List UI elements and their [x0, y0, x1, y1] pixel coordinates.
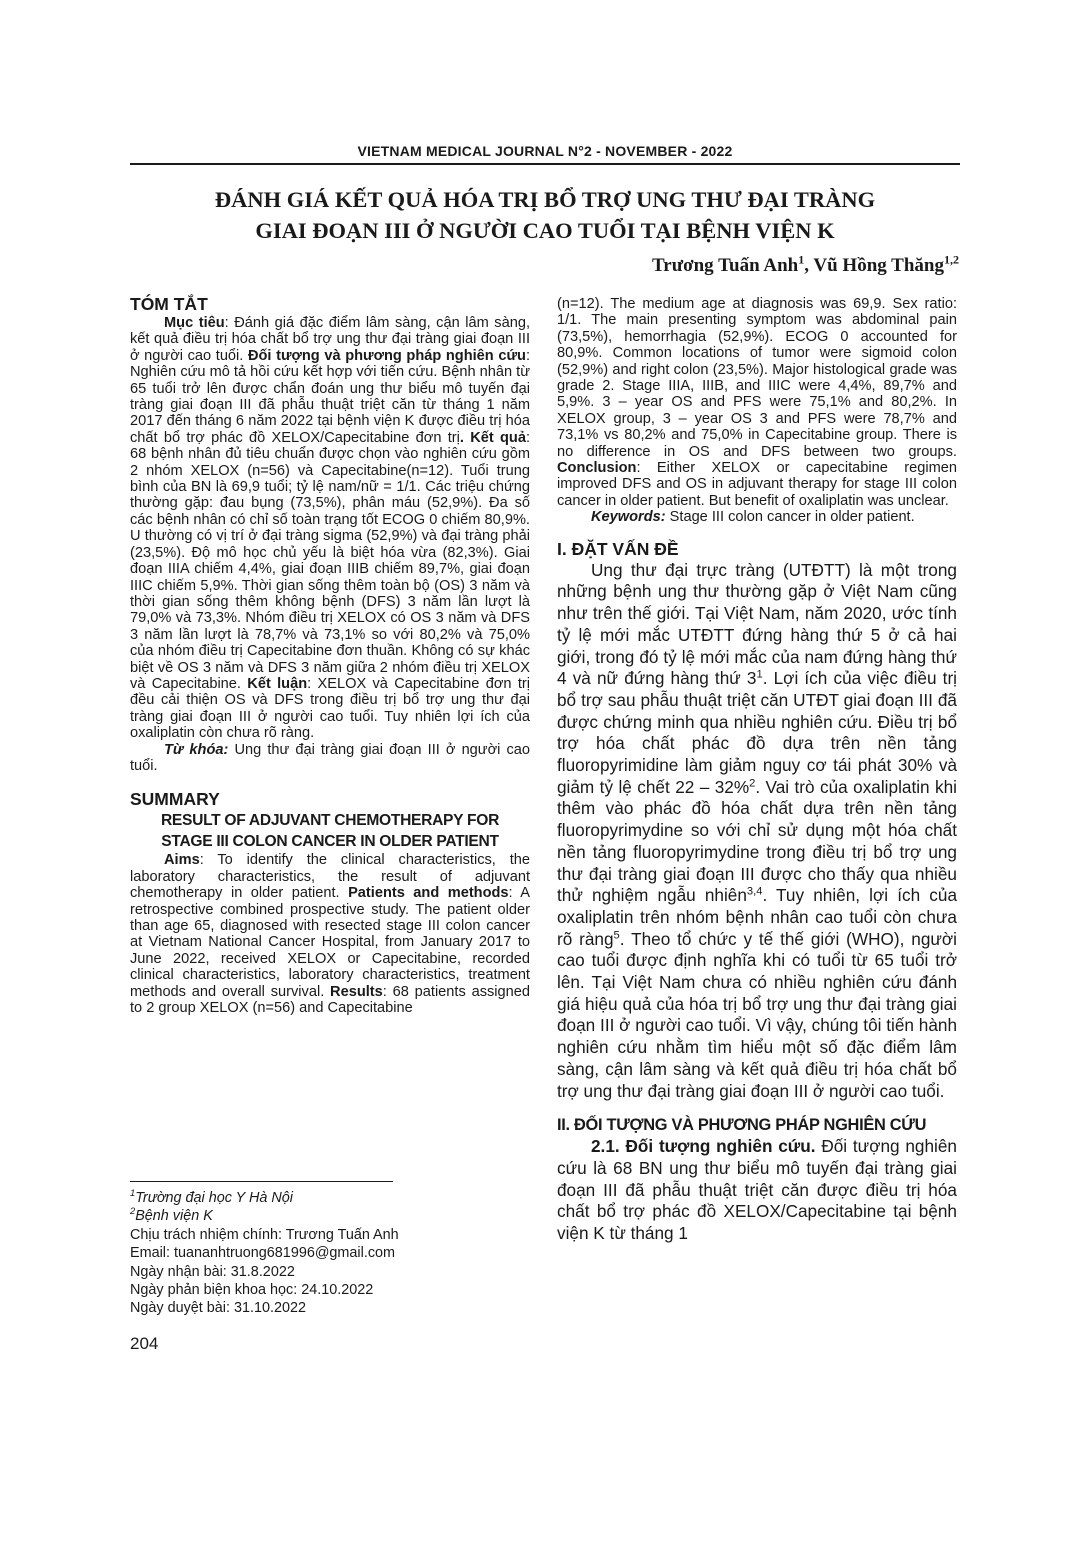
section-1-text-d: . Tuy nhiên, lợi ích của oxaliplatin trên nhóm bệnh nhân cao tuổi còn chưa rõ ràng	[557, 885, 957, 949]
summary-paragraph	[130, 852, 530, 1016]
summary-continued	[557, 296, 957, 509]
tomtat-results-text: : 68 bệnh nhân đủ tiêu chuẩn được chọn vào nghiên cứu gồm 2 nhóm XELOX (n=56) và Capecitabine(n=12). Tuổi trung bình của BN là 69,9 tuổi; tỷ lệ nam/nữ = 1/1. Các triệu chứng thường gặp: đau bụng (73,5%), phân máu (52,9%). Đa số các bệnh nhân có chỉ số toàn trạng tốt ECOG 0 chiếm 80,9%. U thường có vị trí ở đại tràng sigma (52,9%) và đại tràng phải (23,5%). Độ mô học chủ yếu là biệt hóa vừa (82,3%). Giai đoạn IIIA chiếm 4,4%, giai đoạn IIIB chiếm 89,7%, giai đoạn IIIC chiếm 5,9%. Thời gian sống thêm toàn bộ (OS) 3 năm và thời gian sống thêm không bệnh (DFS) 3 năm lần lượt là 79,0% và 73,3%. Nhóm điều trị XELOX có OS 3 năm và DFS 3 năm lần lượt là 78,7% và 73,1% so với 80,2% và 75,0% của nhóm điều trị Capecitabine đơn thuần. Không có sự khác biệt về OS 3 năm và DFS 3 năm giữa 2 nhóm điều trị XELOX và Capecitabine.	[130, 429, 531, 692]
summary-conclusion-text: : Either XELOX or capecitabine regimen improved DFS and OS in adjuvant therapy for stage III colon cancer in older patient. But benefit of oxaliplatin was unclear.	[557, 460, 957, 509]
summary-results-continued: (n=12). The medium age at diagnosis was 69,9. Sex ratio: 1/1. The main presenting symptom was abdominal pain (73,5%), hemorrhagia (52,9%). ECOG 0 accounted for 80,9%. Common locations of tumor were sigmoid colon (52,9%) and right colon (23,5%). Major histological grade was grade 2. Stage IIIA, IIIB, and IIIC were 4,4%, 89,7% and 5,9%. 3 – year OS and PFS were 75,1% and 80,2%. In XELOX group, 3 – year OS 3 and PFS were 78,7% and 73,1% vs 80,2% and 75,0% in Capecitabine group. There is no difference in OS and DFS between two groups.	[557, 296, 957, 460]
section-1-text-c: . Vai trò của oxaliplatin khi thêm vào phác đồ hóa chất dựa trên nền tảng fluoropyrimydine so với chỉ sử dụng một hóa chất nền tảng fluoropyrimydine trong điều trị bổ trợ ung thư đại tràng giai đoạn III được cho thấy qua nhiều thử nghiệm ngẫu nhiên	[557, 776, 957, 906]
tomtat-keywords-text: Ung thư đại tràng giai đoạn III ở người cao tuổi.	[130, 741, 531, 774]
footnote-received: Ngày nhận bài: 31.8.2022	[130, 1263, 295, 1280]
summary-methods-label: Patients and methods	[348, 885, 509, 902]
author-line	[652, 252, 959, 277]
tomtat-aim-text: : Đánh giá đặc điểm lâm sàng, cận lâm sàng, kết quả điều trị hóa chất bổ trợ ung thư đại tràng giai đoạn III ở người cao tuổi.	[130, 315, 530, 364]
footnotes	[130, 1189, 530, 1318]
tomtat-methods-text: : Nghiên cứu mô tả hồi cứu kết hợp với tiến cứu. Bệnh nhân từ 65 tuổi trở lên được chẩn đoán ung thư biểu mô tuyến đại tràng giai đoạn III đã phẫu thuật triệt căn từ tháng 1 năm 2017 đến tháng 6 năm 2022 tại bệnh viện K được điều trị hóa chất bổ trợ phác đồ XELOX/Capecitabine đơn trị	[130, 347, 530, 446]
tomtat-results-label: Kết quả	[470, 429, 526, 446]
header-rule	[130, 163, 960, 165]
tomtat-methods-label: Đối tượng và phương pháp nghiên cứu	[247, 347, 526, 364]
author-2-affiliation: 1,2	[944, 252, 959, 267]
section-2-heading: II. ĐỐI TƯỢNG VÀ PHƯƠNG PHÁP NGHIÊN CỨU	[557, 1116, 927, 1135]
summary-results-label: Results	[330, 983, 383, 1000]
summary-subtitle-2: STAGE III COLON CANCER IN OLDER PATIENT	[161, 833, 499, 851]
tomtat-paragraph	[130, 315, 530, 742]
citation-1: 1	[756, 668, 763, 681]
section-1-paragraph	[557, 560, 957, 1103]
footnote-1-text: Trường đại học Y Hà Nội	[135, 1190, 294, 1206]
citation-2: 2	[749, 776, 756, 789]
footnote-2-text: Bệnh viện K	[135, 1208, 213, 1225]
author-2: Vũ Hồng Thăng	[813, 255, 944, 276]
tomtat-conclusion-label: Kết luận	[247, 675, 308, 692]
footnote-email: Email: tuananhtruong681996@gmail.com	[130, 1245, 396, 1262]
footnote-1-marker: 1	[130, 1188, 136, 1199]
tomtat-keywords	[130, 742, 530, 775]
page-number: 204	[130, 1334, 159, 1353]
summary-keywords-text: Stage III colon cancer in older patient.	[665, 509, 915, 526]
section-2-paragraph	[557, 1136, 957, 1245]
summary-heading: SUMMARY	[130, 789, 220, 810]
citation-5: 5	[613, 928, 620, 941]
tomtat-aim-label: Mục tiêu	[164, 315, 225, 331]
author-separator: ,	[804, 255, 814, 276]
section-2-1-text: Đối tượng nghiên cứu là 68 BN ung thư biểu mô tuyến đại tràng giai đoạn III đã phẫu thuật triệt căn được điều trị hóa chất bổ trợ phác đồ XELOX/Capecitabine tại bệnh viện K từ tháng 1	[557, 1136, 957, 1244]
section-1-heading: I. ĐẶT VẤN ĐỀ	[557, 538, 679, 559]
footnote-affiliation-2	[130, 1207, 530, 1225]
footnote-2-marker: 2	[130, 1206, 136, 1217]
tomtat-keywords-label: Từ khóa:	[164, 741, 229, 758]
journal-header: VIETNAM MEDICAL JOURNAL N°2 - NOVEMBER - 2022	[357, 143, 733, 159]
right-column	[557, 296, 957, 1245]
article-title	[130, 184, 960, 246]
section-1-text-a: Ung thư đại trực tràng (UTĐTT) là một trong những bệnh ung thư thường gặp ở Việt Nam cũng như trên thế giới. Tại Việt Nam, năm 2020, ước tính tỷ lệ mới mắc UTĐTT đứng hàng thứ 5 ở cả hai giới, trong đó tỷ lệ mới mắc của nam đứng hàng thứ 4 và nữ đứng hàng thứ 3	[557, 559, 957, 689]
summary-methods-text: : A retrospective combined prospective study. The patient older than age 65, diagnosed with resected stage III colon cancer at Vietnam National Cancer Hospital, from January 2017 to June 2022, received XELOX or Capecitabine, recorded clinical characteristics, laboratory characteristics, treatment methods and overall survival.	[130, 885, 531, 1000]
tomtat-conclusion-text: : XELOX và Capecitabine đơn trị đều cải thiện OS và DFS trong điều trị bổ trợ ung thư đại tràng giai đoạn III ở người cao tuổi. Tuy nhiên lợi ích của oxaliplatin còn chưa rõ ràng.	[130, 675, 530, 742]
footnote-rule	[130, 1181, 393, 1182]
citation-3-4: 3,4	[746, 885, 763, 898]
summary-conclusion-label: Conclusion	[557, 460, 637, 477]
author-1-affiliation: 1	[798, 252, 805, 267]
tomtat-dot: .	[459, 429, 471, 446]
footnote-reviewed: Ngày phản biện khoa học: 24.10.2022	[130, 1282, 374, 1299]
footnote-accepted: Ngày duyệt bài: 31.10.2022	[130, 1300, 307, 1317]
footnote-corresponding: Chịu trách nhiệm chính: Trương Tuấn Anh	[130, 1226, 399, 1243]
footnote-affiliation-1	[130, 1189, 530, 1207]
summary-keywords-label: Keywords:	[591, 509, 666, 526]
summary-aims-label: Aims	[164, 852, 200, 869]
left-column	[130, 293, 530, 1016]
title-line-2: GIAI ĐOẠN III Ở NGƯỜI CAO TUỔI TẠI BỆNH VIỆN K	[255, 218, 835, 243]
section-2-1-label: 2.1. Đối tượng nghiên cứu.	[591, 1136, 816, 1157]
section-1-text-e: . Theo tổ chức y tế thế giới (WHO), người cao tuổi được định nghĩa khi có tuổi từ 65 tuổi trở lên. Tại Việt Nam chưa có nhiều nghiên cứu đánh giá hiệu quả của hóa trị bổ trợ ung thư đại tràng giai đoạn III ở người cao tuổi. Vì vậy, chúng tôi tiến hành nghiên cứu nhằm tìm hiểu một số đặc điểm lâm sàng, cận lâm sàng và kết quả điều trị hóa chất bổ trợ ung thư đại tràng giai đoạn III ở người cao tuổi.	[557, 928, 957, 1101]
summary-results-text: : 68 patients assigned to 2 group XELOX (n=56) and Capecitabine	[130, 983, 530, 1017]
title-line-1: ĐÁNH GIÁ KẾT QUẢ HÓA TRỊ BỔ TRỢ UNG THƯ ĐẠI TRÀNG	[214, 187, 876, 212]
section-1-text-b: . Lợi ích của việc điều trị bổ trợ sau phẫu thuật triệt căn UTĐT giai đoạn III đã được chứng minh qua nhiều nghiên cứu. Điều trị bổ trợ hóa chất phác đồ dựa trên nền tảng fluoropyrimidine làm giảm nguy cơ tái phát 30% và giảm tỷ lệ chết 22 – 32%	[557, 668, 957, 797]
summary-aims-text: : To identify the clinical characteristics, the laboratory characteristics, the result of adjuvant chemotherapy in older patient.	[130, 852, 530, 902]
author-1: Trương Tuấn Anh	[652, 255, 799, 276]
tomtat-heading: TÓM TẮT	[130, 294, 208, 314]
summary-keywords	[557, 509, 957, 525]
summary-subtitle-1: RESULT OF ADJUVANT CHEMOTHERAPY FOR	[160, 812, 500, 830]
